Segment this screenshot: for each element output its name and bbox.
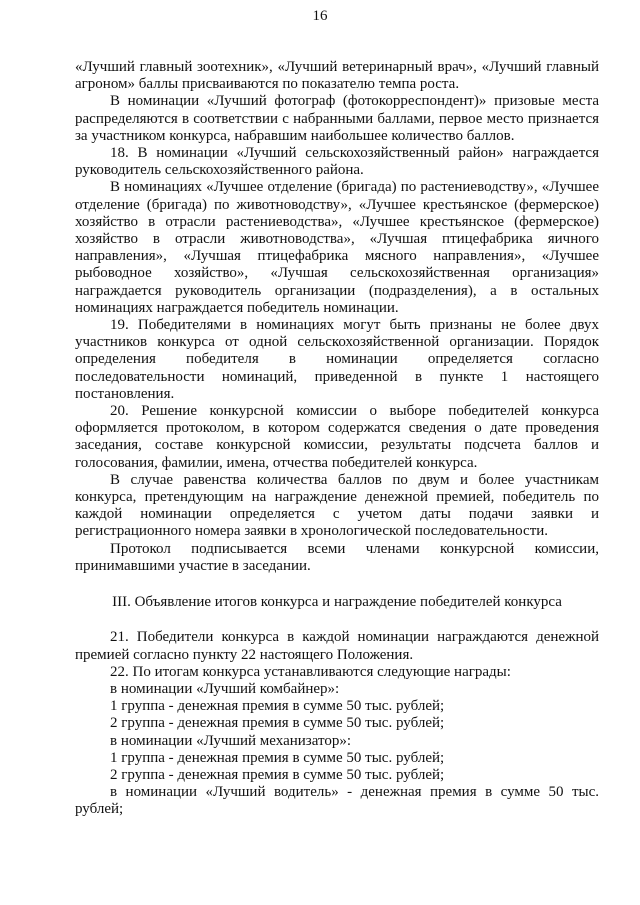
paragraph: Протокол подписывается всеми членами конкурсной комиссии, принимавшими участие в заседании. — [75, 540, 599, 574]
award-line: в номинации «Лучший механизатор»: — [110, 732, 351, 749]
paragraph: В номинации «Лучший фотограф (фотокорреспондент)» призовые места распределяются в соответствии с набранными баллами, первое место признается за участником конкурса, набравшим наибольшее количество баллов. — [75, 93, 599, 144]
paragraph: «Лучший главный зоотехник», «Лучший ветеринарный врач», «Лучший главный агроном» баллы присваиваются по показателю темпа роста. — [75, 59, 599, 93]
award-line: 1 группа - денежная премия в сумме 50 тыс. рублей; — [110, 698, 445, 715]
paragraph-21: 21. Победители конкурса в каждой номинации награждаются денежной премией согласно пункту 22 настоящего Положения. — [75, 629, 599, 663]
paragraph: В случае равенства количества баллов по двум и более участникам конкурса, претендующим на награждение денежной премией, победитель по каждой номинации определяется с учетом даты подачи заявки и регистрационного номера заявки в хронологической последовательности. — [75, 471, 599, 540]
award-line: 2 группа - денежная премия в сумме 50 тыс. рублей; — [110, 715, 445, 732]
section-heading: III. Объявление итогов конкурса и награждение победителей конкурса — [112, 594, 562, 611]
paragraph-18: 18. В номинации «Лучший сельскохозяйственный район» награждается руководитель сельскохозяйственного района. — [75, 145, 599, 179]
paragraph-19: 19. Победителями в номинациях могут быть признаны не более двух участников конкурса от одной сельскохозяйственной организации. Порядок определения победителя в номинации определяется согласно последовательности номинаций, приведенной в пункте 1 настоящего постановления. — [75, 317, 599, 402]
paragraph-22: 22. По итогам конкурса устанавливаются следующие награды: — [110, 663, 511, 680]
award-line: в номинации «Лучший комбайнер»: — [110, 680, 340, 697]
document-body — [75, 59, 599, 819]
paragraph-20: 20. Решение конкурсной комиссии о выборе победителей конкурса оформляется протоколом, в котором содержатся сведения о дате проведения заседания, составе конкурсной комиссии, результаты подсчета баллов и голосования, фамилии, имена, отчества победителей конкурса. — [75, 403, 599, 471]
award-line: 2 группа - денежная премия в сумме 50 тыс. рублей; — [110, 766, 445, 783]
page-number: 16 — [312, 8, 328, 24]
paragraph: В номинациях «Лучшее отделение (бригада) по растениеводству», «Лучшее отделение (бригада) по животноводству», «Лучшее крестьянское (фермерское) хозяйство в отрасли растениеводства», «Лучшее крестьянское (фермерское) хозяйство в отрасли животноводства», «Лучшая птицефабрика яичного направления», «Лучшая птицефабрика мясного направления», «Лучшее рыбоводное хозяйство», «Лучшая сельскохозяйственная организация» награждается руководитель организации (подразделения), а в остальных номинациях награждается победитель номинации. — [75, 179, 599, 316]
award-line: в номинации «Лучший водитель» - денежная премия в сумме 50 тыс. рублей; — [75, 784, 599, 818]
award-line: 1 группа - денежная премия в сумме 50 тыс. рублей; — [110, 749, 445, 766]
